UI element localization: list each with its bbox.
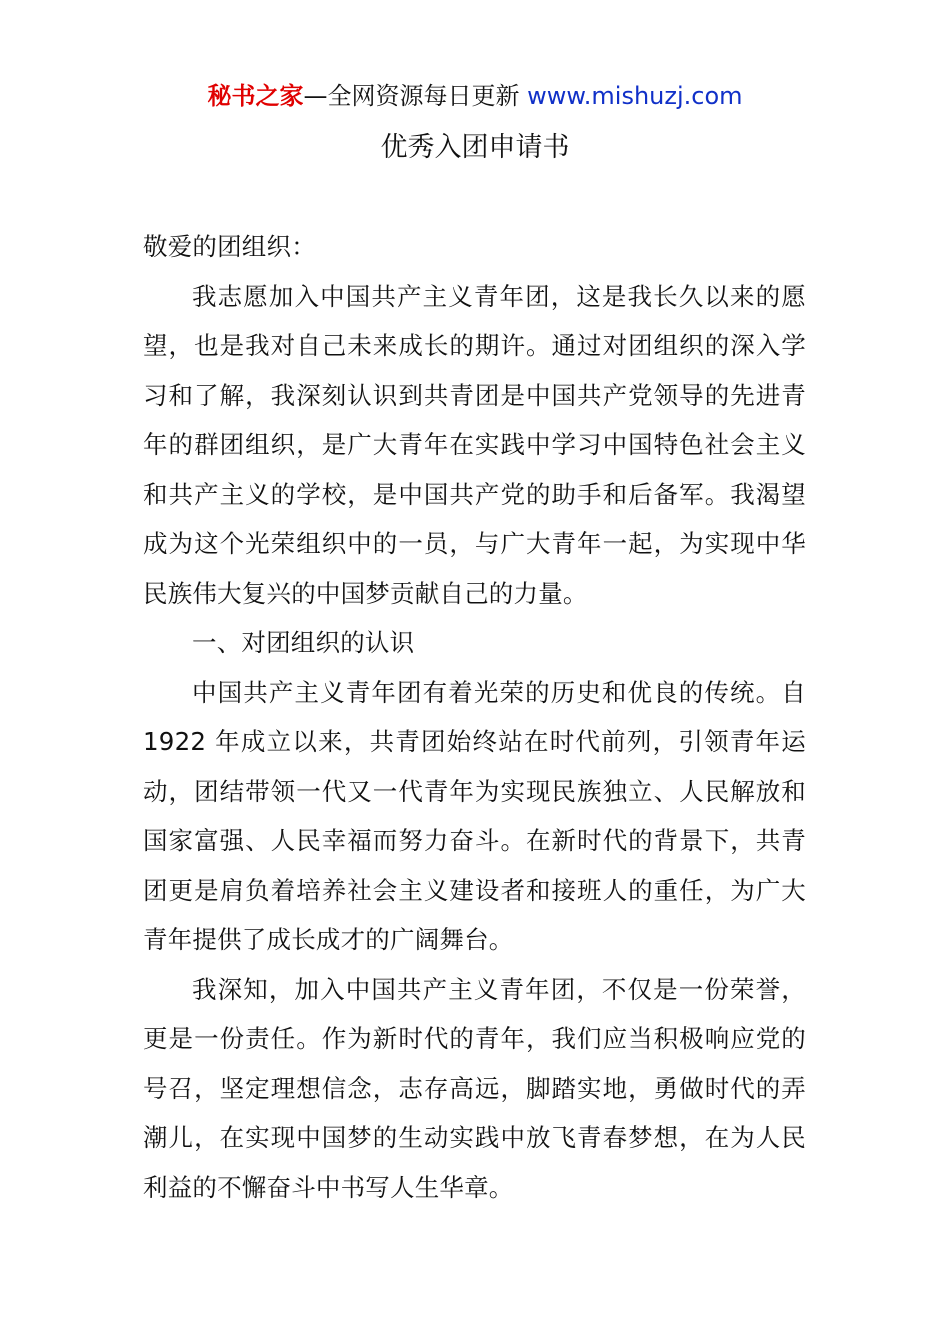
document-title: 优秀入团申请书 xyxy=(380,132,570,163)
site-brand: 秘书之家 xyxy=(207,82,304,110)
section-heading: 一、对团组织的认识 xyxy=(192,628,415,657)
document-body xyxy=(143,222,806,1212)
body-paragraph: 我志愿加入中国共产主义青年团，这是我长久以来的愿望，也是我对自己未来成长的期许。通过对团组织的深入学习和了解，我深刻认识到共青团是中国共产党领导的先进青年的群团组织，是广大青年在实践中学习中国特色社会主义和共产主义的学校，是中国共产党的助手和后备军。我渴望成为这个光荣组织中的一员，与广大青年一起，为实现中华民族伟大复兴的中国梦贡献自己的力量。 xyxy=(143,281,806,608)
site-header xyxy=(0,80,950,112)
body-paragraph: 中国共产主义青年团有着光荣的历史和优良的传统。自 1922 年成立以来，共青团始终站在时代前列，引领青年运动，团结带领一代又一代青年为实现民族独立、人民解放和国家富强、人民幸福而努力奋斗。在新时代的背景下，共青团更是肩负着培养社会主义建设者和接班人的重任，为广大青年提供了成长成才的广阔舞台。 xyxy=(143,677,806,954)
salutation: 敬爱的团组织： xyxy=(143,232,316,261)
body-paragraph: 我深知，加入中国共产主义青年团，不仅是一份荣誉，更是一份责任。作为新时代的青年，我们应当积极响应党的号召，坚定理想信念，志存高远，脚踏实地，勇做时代的弄潮儿，在实现中国梦的生动实践中放飞青春梦想，在为人民利益的不懈奋斗中书写人生华章。 xyxy=(143,974,806,1202)
site-tagline: —全网资源每日更新 xyxy=(303,82,520,110)
site-url-link[interactable]: www.mishuzj.com xyxy=(527,82,743,110)
